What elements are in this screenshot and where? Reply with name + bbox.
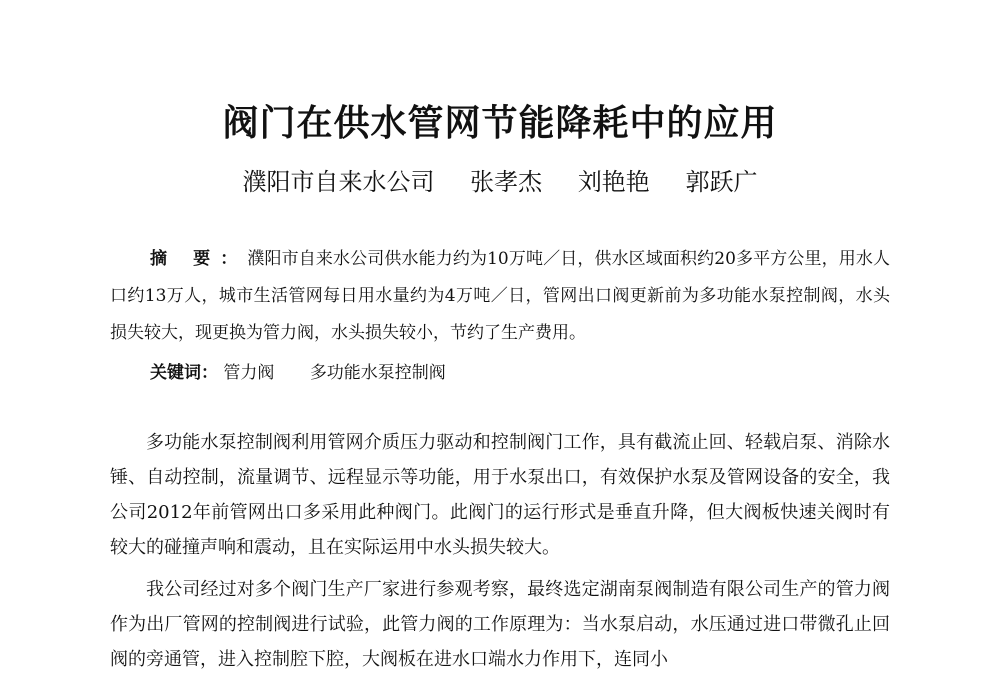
body-paragraph: 我公司经过对多个阀门生产厂家进行参观考察，最终选定湖南泵阀制造有限公司生产的管力阀作为出厂管网的控制阀进行试验，此管力阀的工作原理为：当水泵启动，水压通过进口带微孔止回阀的旁通管，进入控制腔下腔，大阀板在进水口端水力作用下，连同小 (110, 579, 890, 670)
author-affiliation: 濮阳市自来水公司 (242, 168, 435, 196)
keywords-block (150, 355, 890, 392)
author-name: 刘艳艳 (577, 168, 650, 196)
keyword-item: 多功能水泵控制阀 (309, 363, 446, 383)
author-name: 郭跃广 (685, 168, 758, 196)
abstract-label: 摘 要： (150, 249, 248, 269)
keyword-item: 管力阀 (223, 363, 275, 383)
paper-title: 阀门在供水管网节能降耗中的应用 (222, 103, 778, 144)
abstract-text: 濮阳市自来水公司供水能力约为10万吨／日，供水区域面积约20多平方公里，用水人口约13万人，城市生活管网每日用水量约为4万吨／日，管网出口阀更新前为多功能水泵控制阀，水头损失较大，现更换为管力阀，水头损失较小，节约了生产费用。 (110, 249, 890, 343)
body-paragraph: 多功能水泵控制阀利用管网介质压力驱动和控制阀门工作，具有截流止回、轻载启泵、消除水锤、自动控制，流量调节、远程显示等功能，用于水泵出口，有效保护水泵及管网设备的安全，我公司2012年前管网出口多采用此种阀门。此阀门的运行形式是垂直升降，但大阀板快速关阀时有较大的碰撞声响和震动，且在实际运用中水头损失较大。 (110, 432, 890, 558)
body-text (110, 425, 890, 677)
author-name: 张孝杰 (470, 168, 543, 196)
author-line (0, 166, 1000, 198)
keywords-label: 关键词： (150, 363, 218, 383)
abstract-block (110, 241, 890, 352)
